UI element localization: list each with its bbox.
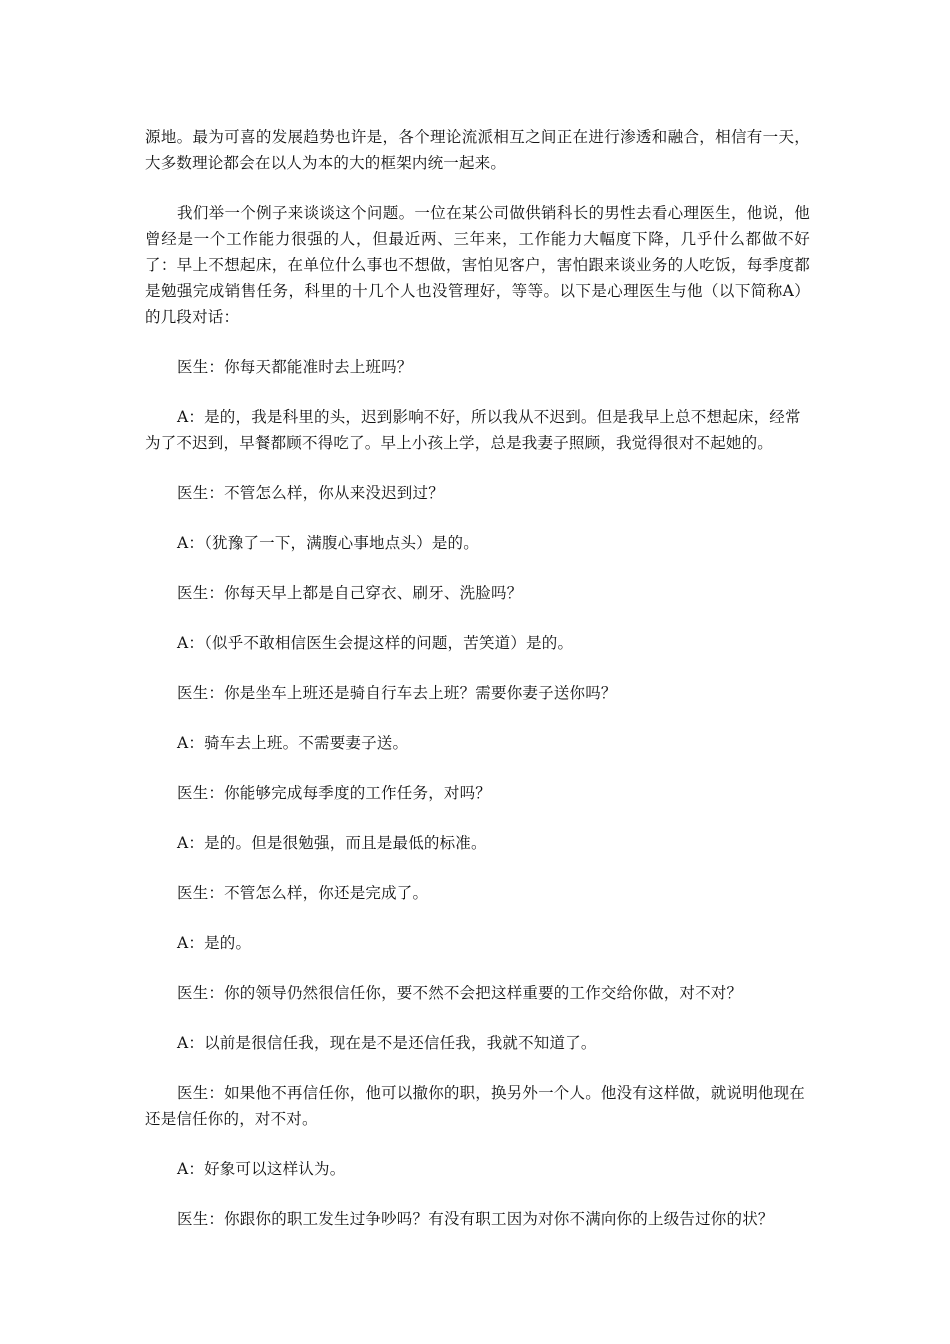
dialogue-line: 医生：不管怎么样，你还是完成了。 [177,884,429,902]
dialogue-line: A：（犹豫了一下，满腹心事地点头）是的。 [177,534,479,552]
dialogue-line: A：（似乎不敢相信医生会提这样的问题，苦笑道）是的。 [177,634,574,652]
dialogue-line: 医生：你每天都能准时去上班吗？ [177,358,413,376]
dialogue-line: 医生：如果他不再信任你，他可以撤你的职，换另外一个人。他没有这样做，就说明他现在还是信任你的，对不对。 [145,1084,806,1128]
dialogue-line: 医生：你能够完成每季度的工作任务，对吗？ [177,784,492,802]
document-body [145,124,810,1256]
dialogue-line: 医生：你是坐车上班还是骑自行车去上班？需要你妻子送你吗？ [177,684,617,702]
dialogue-line: A：是的，我是科里的头，迟到影响不好，所以我从不迟到。但是我早上总不想起床，经常为了不迟到，早餐都顾不得吃了。早上小孩上学，总是我妻子照顾，我觉得很对不起她的。 [145,408,801,452]
dialogue-line: 医生：你每天早上都是自己穿衣、刷牙、洗脸吗？ [177,584,523,602]
dialogue-line: A：是的。但是很勉强，而且是最低的标准。 [177,834,487,852]
paragraph-case-example: 我们举一个例子来谈谈这个问题。一位在某公司做供销科长的男性去看心理医生，他说，他曾经是一个工作能力很强的人，但最近两、三年来，工作能力大幅度下降，几乎什么都做不好了：早上不想起床，在单位什么事也不想做，害怕见客户，害怕跟来谈业务的人吃饭，每季度都是勉强完成销售任务，科里的十几个人也没管理好，等等。以下是心理医生与他（以下简称A）的几段对话： [145,204,810,326]
dialogue-line: A：是的。 [177,934,252,952]
dialogue-line: 医生：不管怎么样，你从来没迟到过？ [177,484,444,502]
dialogue-line: A：好象可以这样认为。 [177,1160,346,1178]
dialogue-line: 医生：你的领导仍然很信任你，要不然不会把这样重要的工作交给你做，对不对？ [177,984,743,1002]
paragraph-intro-continuation: 源地。最为可喜的发展趋势也许是，各个理论流派相互之间正在进行渗透和融合，相信有一天，大多数理论都会在以人为本的大的框架内统一起来。 [145,128,810,172]
dialogue-line: A：骑车去上班。不需要妻子送。 [177,734,409,752]
dialogue-line: A：以前是很信任我，现在是不是还信任我，我就不知道了。 [177,1034,597,1052]
dialogue-line: 医生：你跟你的职工发生过争吵吗？有没有职工因为对你不满向你的上级告过你的状？ [177,1210,774,1228]
